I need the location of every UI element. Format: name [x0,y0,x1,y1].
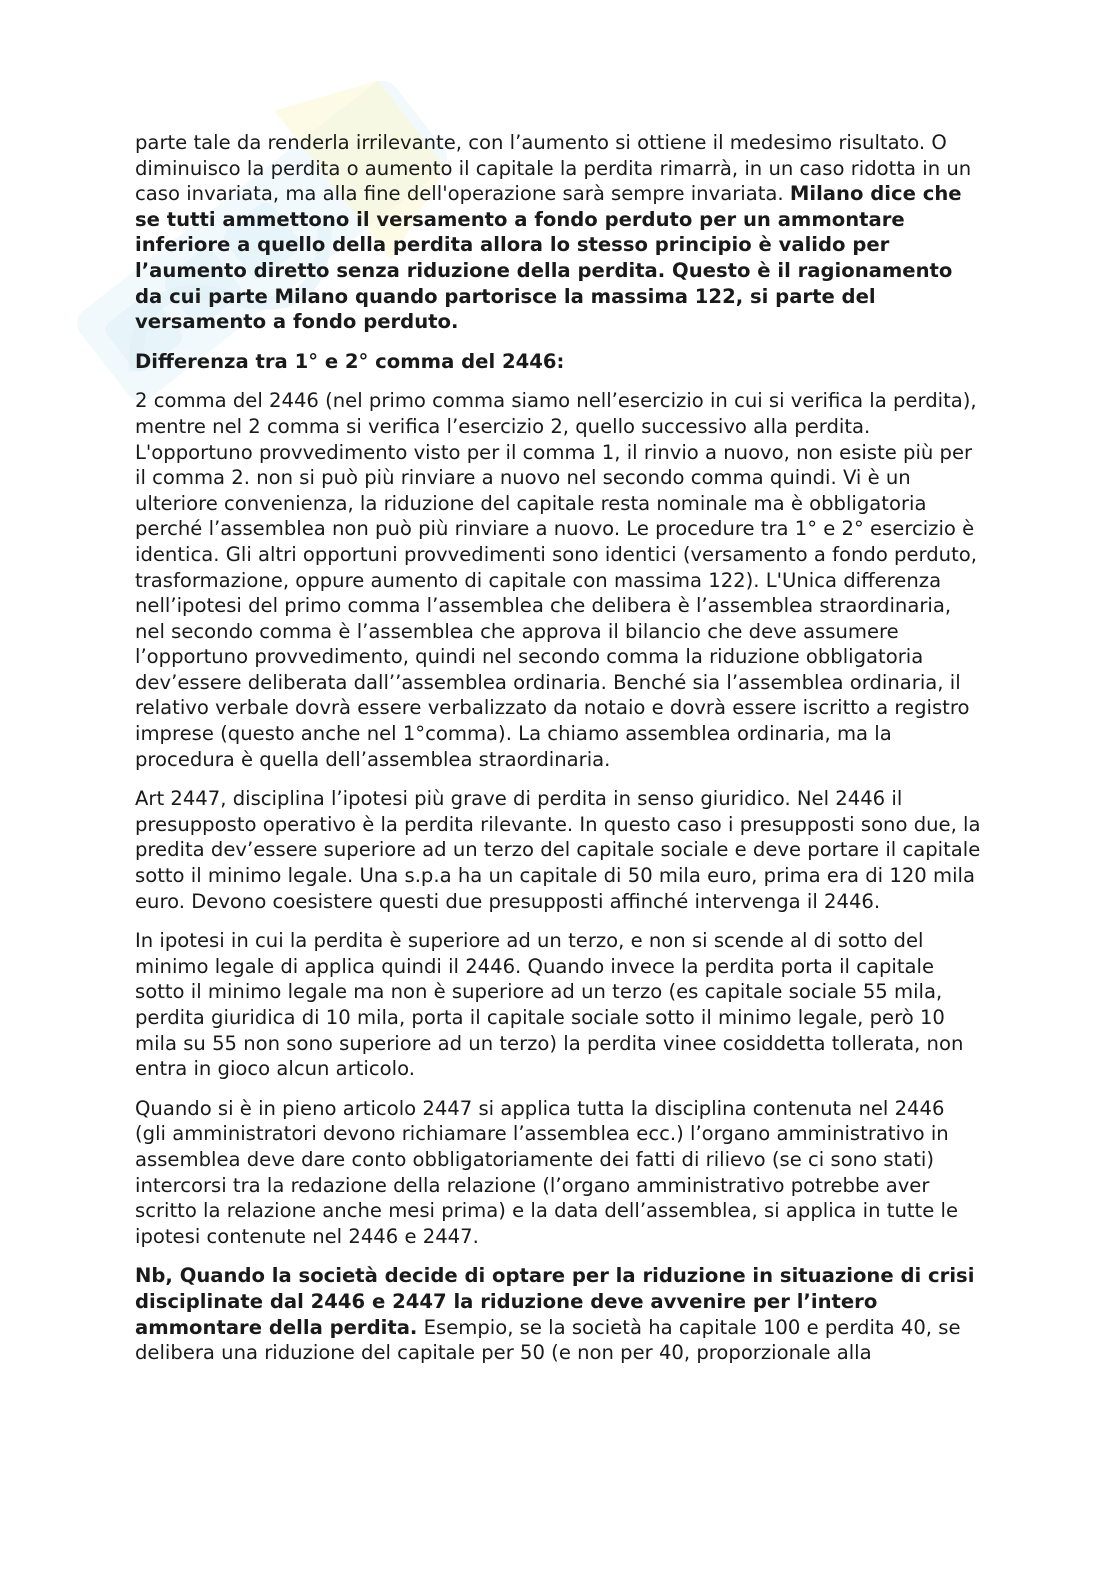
document-body [135,130,981,1380]
paragraph-4: In ipotesi in cui la perdita è superiore ad un terzo, e non si scende al di sotto del minimo legale di applica quindi il 2446. Quando invece la perdita porta il capitale sotto il minimo legale ma non è superiore ad un terzo (es capitale sociale 55 mila, perdita giuridica di 10 mila, porta il capitale sociale sotto il minimo legale, però 10 mila su 55 non sono superiore ad un terzo) la perdita vinee cosiddetta tollerata, non entra in gioco alcun articolo. [135,929,964,1081]
paragraph-3: Art 2447, disciplina l’ipotesi più grave di perdita in senso giuridico. Nel 2446 il presupposto operativo è la perdita rilevante. In questo caso i presupposti sono due, la predita dev’essere superiore ad un terzo del capitale sociale e deve portare il capitale sotto il minimo legale. Una s.p.a ha un capitale di 50 mila euro, prima era di 120 mila euro. Devono coesistere questi due presupposti affinché intervenga il 2446. [135,787,981,913]
paragraph-1-text: parte tale da renderla irrilevante, con l’aumento si ottiene il medesimo risultato. O diminuisco la perdita o aumento il capitale la perdita rimarrà, in un caso ridotta in un caso invariata, ma alla fine dell'operazione sarà sempre invariata. [135,131,972,206]
paragraph-6-text: Esempio, se la società ha capitale 100 e perdita 40, se delibera una riduzione del capitale per 50 (e non per 40, proporzionale alla [135,1315,961,1365]
section-heading: Differenza tra 1° e 2° comma del 2446: [135,349,565,373]
paragraph-6 [135,1263,981,1365]
paragraph-1 [135,130,981,335]
paragraph-6-bold: Nb, Quando la società decide di optare per la riduzione in situazione di crisi disciplinate dal 2446 e 2447 la riduzione deve avvenire per l’intero ammontare della perdita. [135,1264,975,1339]
paragraph-2: 2 comma del 2446 (nel primo comma siamo nell’esercizio in cui si verifica la perdita), mentre nel 2 comma si verifica l’esercizio 2, quello successivo alla perdita. L'opportuno provvedimento visto per il comma 1, il rinvio a nuovo, non esiste più per il comma 2. non si può più rinviare a nuovo nel secondo comma quindi. Vi è un ulteriore convenienza, la riduzione del capitale resta nominale ma è obbligatoria perché l’assemblea non può più rinviare a nuovo. Le procedure tra 1° e 2° esercizio è identica. Gli altri opportuni provvedimenti sono identici (versamento a fondo perduto, trasformazione, oppure aumento di capitale con massima 122). L'Unica differenza nell’ipotesi del primo comma l’assemblea che delibera è l’assemblea straordinaria, nel secondo comma è l’assemblea che approva il bilancio che deve assumere l’opportuno provvedimento, quindi nel secondo comma la riduzione obbligatoria dev’essere deliberata dall’’assemblea ordinaria. Benché sia l’assemblea ordinaria, il relativo verbale dovrà essere verbalizzato da notaio e dovrà essere iscritto a registro imprese (questo anche nel 1°comma). La chiamo assemblea ordinaria, ma la procedura è quella dell’assemblea straordinaria. [135,389,977,771]
paragraph-5: Quando si è in pieno articolo 2447 si applica tutta la disciplina contenuta nel 2446 (gli amministratori devono richiamare l’assemblea ecc.) l’organo amministrativo in assemblea deve dare conto obbligatoriamente dei fatti di rilievo (se ci sono stati) intercorsi tra la redazione della relazione (l’organo amministrativo potrebbe aver scritto la relazione anche mesi prima) e la data dell’assemblea, si applica in tutte le ipotesi contenute nel 2446 e 2447. [135,1096,959,1248]
paragraph-1-bold: Milano dice che se tutti ammettono il versamento a fondo perduto per un ammontare inferiore a quello della perdita allora lo stesso principio è valido per l’aumento diretto senza riduzione della perdita. Questo è il ragionamento da cui parte Milano quando partorisce la massima 122, si parte del versamento a fondo perduto. [135,182,962,334]
